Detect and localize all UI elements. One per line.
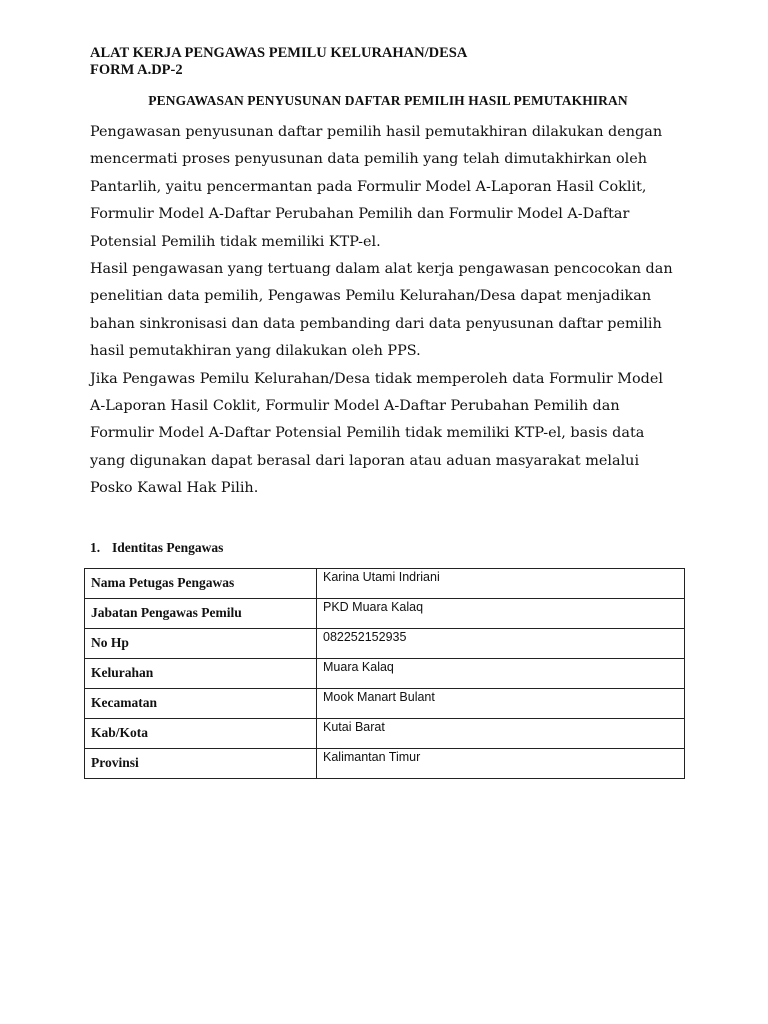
row-value: 082252152935 bbox=[317, 629, 685, 659]
table-row bbox=[85, 659, 685, 689]
paragraph-1 bbox=[90, 119, 686, 256]
header-line-1: ALAT KERJA PENGAWAS PEMILU KELURAHAN/DESA bbox=[90, 45, 468, 61]
text-line: Formulir Model A-Daftar Potensial Pemilih tidak memiliki KTP-el, basis data bbox=[90, 425, 645, 442]
text-line: Potensial Pemilih tidak memiliki KTP-el. bbox=[90, 233, 381, 250]
text-line: mencermati proses penyusunan data pemilih yang telah dimutakhirkan oleh bbox=[90, 151, 648, 168]
row-label: No Hp bbox=[85, 629, 317, 659]
text-line: Hasil pengawasan yang tertuang dalam alat kerja pengawasan pencocokan dan bbox=[90, 261, 673, 278]
row-value: Muara Kalaq bbox=[317, 659, 685, 689]
text-line: Jika Pengawas Pemilu Kelurahan/Desa tidak memperoleh data Formulir Model bbox=[90, 370, 664, 387]
section-title: Identitas Pengawas bbox=[112, 539, 224, 555]
row-label: Jabatan Pengawas Pemilu bbox=[85, 599, 317, 629]
table-row bbox=[85, 689, 685, 719]
section-heading-identitas bbox=[90, 540, 686, 556]
row-label: Nama Petugas Pengawas bbox=[85, 569, 317, 599]
body-text bbox=[90, 119, 686, 503]
section-number: 1. bbox=[90, 539, 101, 555]
text-line: Pengawasan penyusunan daftar pemilih hasil pemutakhiran dilakukan dengan bbox=[90, 124, 663, 140]
text-line: Formulir Model A-Daftar Perubahan Pemilih dan Formulir Model A-Daftar bbox=[90, 206, 630, 223]
text-line: Posko Kawal Hak Pilih. bbox=[90, 480, 259, 497]
text-line: Pantarlih, yaitu pencermantan pada Formulir Model A-Laporan Hasil Coklit, bbox=[90, 178, 647, 195]
row-label: Kecamatan bbox=[85, 689, 317, 719]
paragraph-3 bbox=[90, 366, 686, 503]
header-form-code: FORM A.DP-2 bbox=[90, 62, 183, 78]
table-row bbox=[85, 569, 685, 599]
document-page bbox=[90, 45, 686, 556]
identity-table bbox=[84, 568, 685, 779]
row-value: PKD Muara Kalaq bbox=[317, 599, 685, 629]
row-value: Kutai Barat bbox=[317, 719, 685, 749]
paragraph-2 bbox=[90, 256, 686, 366]
row-value: Karina Utami Indriani bbox=[317, 569, 685, 599]
row-label: Kab/Kota bbox=[85, 719, 317, 749]
text-line: penelitian data pemilih, Pengawas Pemilu Kelurahan/Desa dapat menjadikan bbox=[90, 288, 652, 305]
text-line: hasil pemutakhiran yang dilakukan oleh PPS. bbox=[90, 343, 421, 360]
table-row bbox=[85, 629, 685, 659]
text-line: A-Laporan Hasil Coklit, Formulir Model A-Daftar Perubahan Pemilih dan bbox=[90, 398, 620, 415]
table-row bbox=[85, 599, 685, 629]
table-row bbox=[85, 719, 685, 749]
row-label: Provinsi bbox=[85, 749, 317, 779]
text-line: yang digunakan dapat berasal dari laporan atau aduan masyarakat melalui bbox=[90, 452, 640, 469]
text-line: bahan sinkronisasi dan data pembanding dari data penyusunan daftar pemilih bbox=[90, 315, 662, 332]
row-value: Kalimantan Timur bbox=[317, 749, 685, 779]
document-title: PENGAWASAN PENYUSUNAN DAFTAR PEMILIH HASIL PEMUTAKHIRAN bbox=[148, 93, 628, 108]
row-label: Kelurahan bbox=[85, 659, 317, 689]
row-value: Mook Manart Bulant bbox=[317, 689, 685, 719]
table-row bbox=[85, 749, 685, 779]
